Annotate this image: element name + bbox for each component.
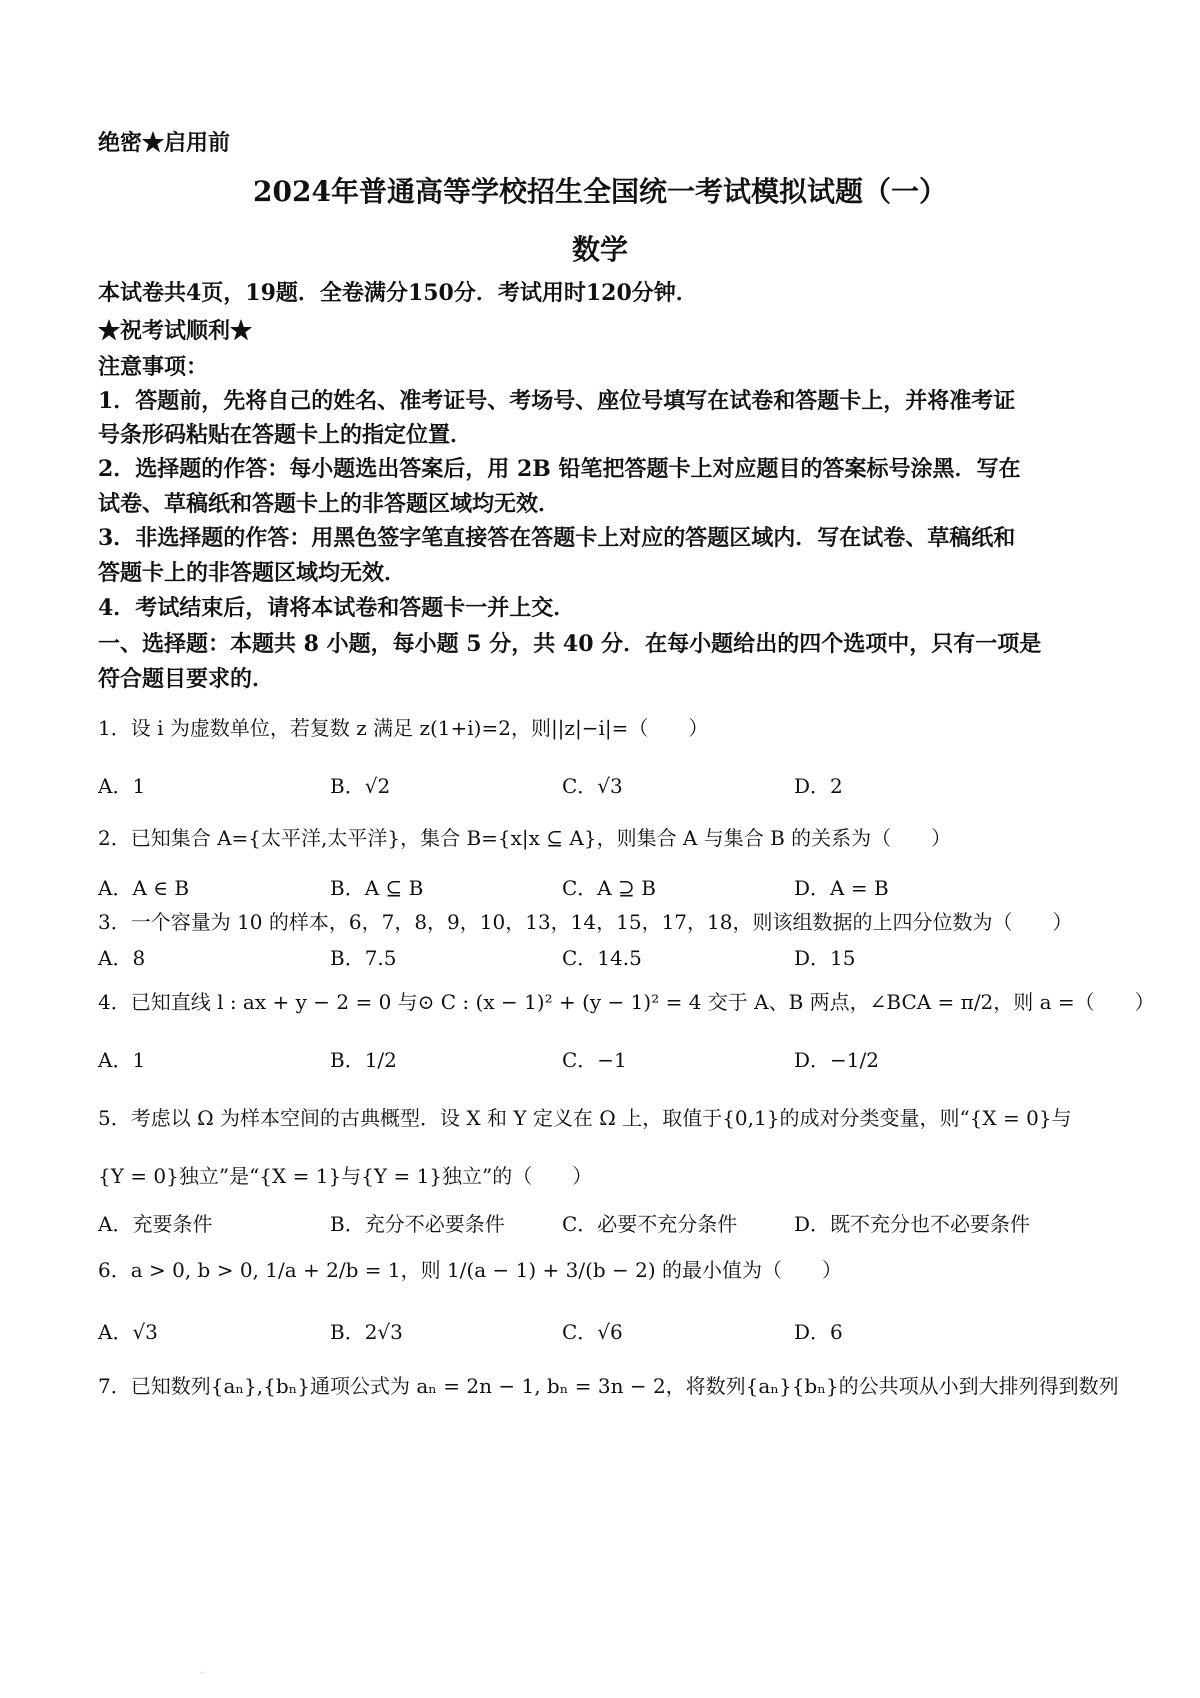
confidential-label: 绝密★启用前 [98, 130, 231, 156]
q4-option-b: B．1/2 [330, 1048, 397, 1072]
q6-option-a: A．√3 [98, 1320, 158, 1344]
q3-option-b: B．7.5 [330, 946, 397, 970]
note-line: 4．考试结束后，请将本试卷和答题卡一并上交． [98, 595, 576, 621]
q1-option-c: C．√3 [562, 774, 623, 798]
note-line: 3．非选择题的作答：用黑色签字笔直接答在答题卡上对应的答题区域内．写在试卷、草稿纸和 [98, 525, 1016, 551]
note-line: 试卷、草稿纸和答题卡上的非答题区域均无效． [98, 491, 561, 517]
q4-option-d: D．−1/2 [794, 1048, 879, 1072]
question-5-stem-cont: {Y = 0}独立”是“{X = 1}与{Y = 1}独立”的（ ） [98, 1164, 593, 1188]
q5-option-d: D．既不充分也不必要条件 [794, 1212, 1031, 1236]
note-line: 2．选择题的作答：每小题选出答案后，用 2B 铅笔把答题卡上对应题目的答案标号涂黑．写在 [98, 456, 1021, 482]
q6-option-b: B．2√3 [330, 1320, 403, 1344]
note-line: 号条形码粘贴在答题卡上的指定位置． [98, 422, 473, 448]
q5-option-a: A．充要条件 [98, 1212, 213, 1236]
question-2-stem: 2．已知集合 A={太平洋,太平洋}，集合 B={x|x ⊆ A}，则集合 A 与集合 B 的关系为（ ） [98, 826, 952, 850]
q4-option-a: A．1 [98, 1048, 146, 1072]
q2-option-d: D．A = B [794, 876, 889, 900]
q4-option-c: C．−1 [562, 1048, 627, 1072]
exam-summary: 本试卷共4页，19题．全卷满分150分．考试用时120分钟． [98, 280, 698, 306]
q3-option-c: C．14.5 [562, 946, 642, 970]
section-heading-cont: 符合题目要求的． [98, 666, 275, 692]
question-6-stem: 6．a > 0, b > 0, 1/a + 2/b = 1，则 1/(a − 1) + 3/(b − 2) 的最小值为（ ） [98, 1258, 843, 1282]
q3-option-d: D．15 [794, 946, 856, 970]
question-7-stem: 7．已知数列{aₙ},{bₙ}通项公式为 aₙ = 2n − 1, bₙ = 3n − 2，将数列{aₙ}{bₙ}的公共项从小到大排列得到数列 [98, 1374, 1119, 1398]
q1-option-d: D．2 [794, 774, 843, 798]
q5-option-b: B．充分不必要条件 [330, 1212, 505, 1236]
note-line: 答题卡上的非答题区域均无效． [98, 560, 407, 586]
note-line: 1．答题前，先将自己的姓名、准考证号、考场号、座位号填写在试卷和答题卡上，并将准考证 [98, 388, 1016, 414]
q2-option-c: C．A ⊇ B [562, 876, 656, 900]
q2-option-a: A．A ∈ B [98, 876, 190, 900]
q2-option-b: B．A ⊆ B [330, 876, 424, 900]
question-5-stem: 5．考虑以 Ω 为样本空间的古典概型．设 X 和 Y 定义在 Ω 上，取值于{0,1}的成对分类变量，则“{X = 0}与 [98, 1106, 1072, 1130]
subject-title: 数学 [571, 233, 628, 266]
page-mark: · [200, 1668, 204, 1679]
q1-option-b: B．√2 [330, 774, 391, 798]
exam-title: 2024年普通高等学校招生全国统一考试模拟试题（一） [253, 175, 947, 208]
question-3-stem: 3．一个容量为 10 的样本，6，7，8，9，10，13，14，15，17，18，则该组数据的上四分位数为（ ） [98, 910, 1073, 934]
q3-option-a: A．8 [98, 946, 146, 970]
q6-option-c: C．√6 [562, 1320, 623, 1344]
q5-option-c: C．必要不充分条件 [562, 1212, 738, 1236]
question-1-stem: 1．设 i 为虚数单位，若复数 z 满足 z(1+i)=2，则||z|−i|=（ ） [98, 716, 709, 740]
question-4-stem: 4．已知直线 l : ax + y − 2 = 0 与⊙ C : (x − 1)² + (y − 1)² = 4 交于 A、B 两点，∠BCA = π/2，则 a =（ ） [98, 990, 1155, 1014]
q1-option-a: A．1 [98, 774, 146, 798]
wish-line: ★祝考试顺利★ [98, 318, 253, 344]
q6-option-d: D．6 [794, 1320, 843, 1344]
section-heading: 一、选择题：本题共 8 小题，每小题 5 分，共 40 分．在每小题给出的四个选项中，只有一项是 [98, 631, 1042, 657]
notice-title: 注意事项： [98, 354, 209, 380]
